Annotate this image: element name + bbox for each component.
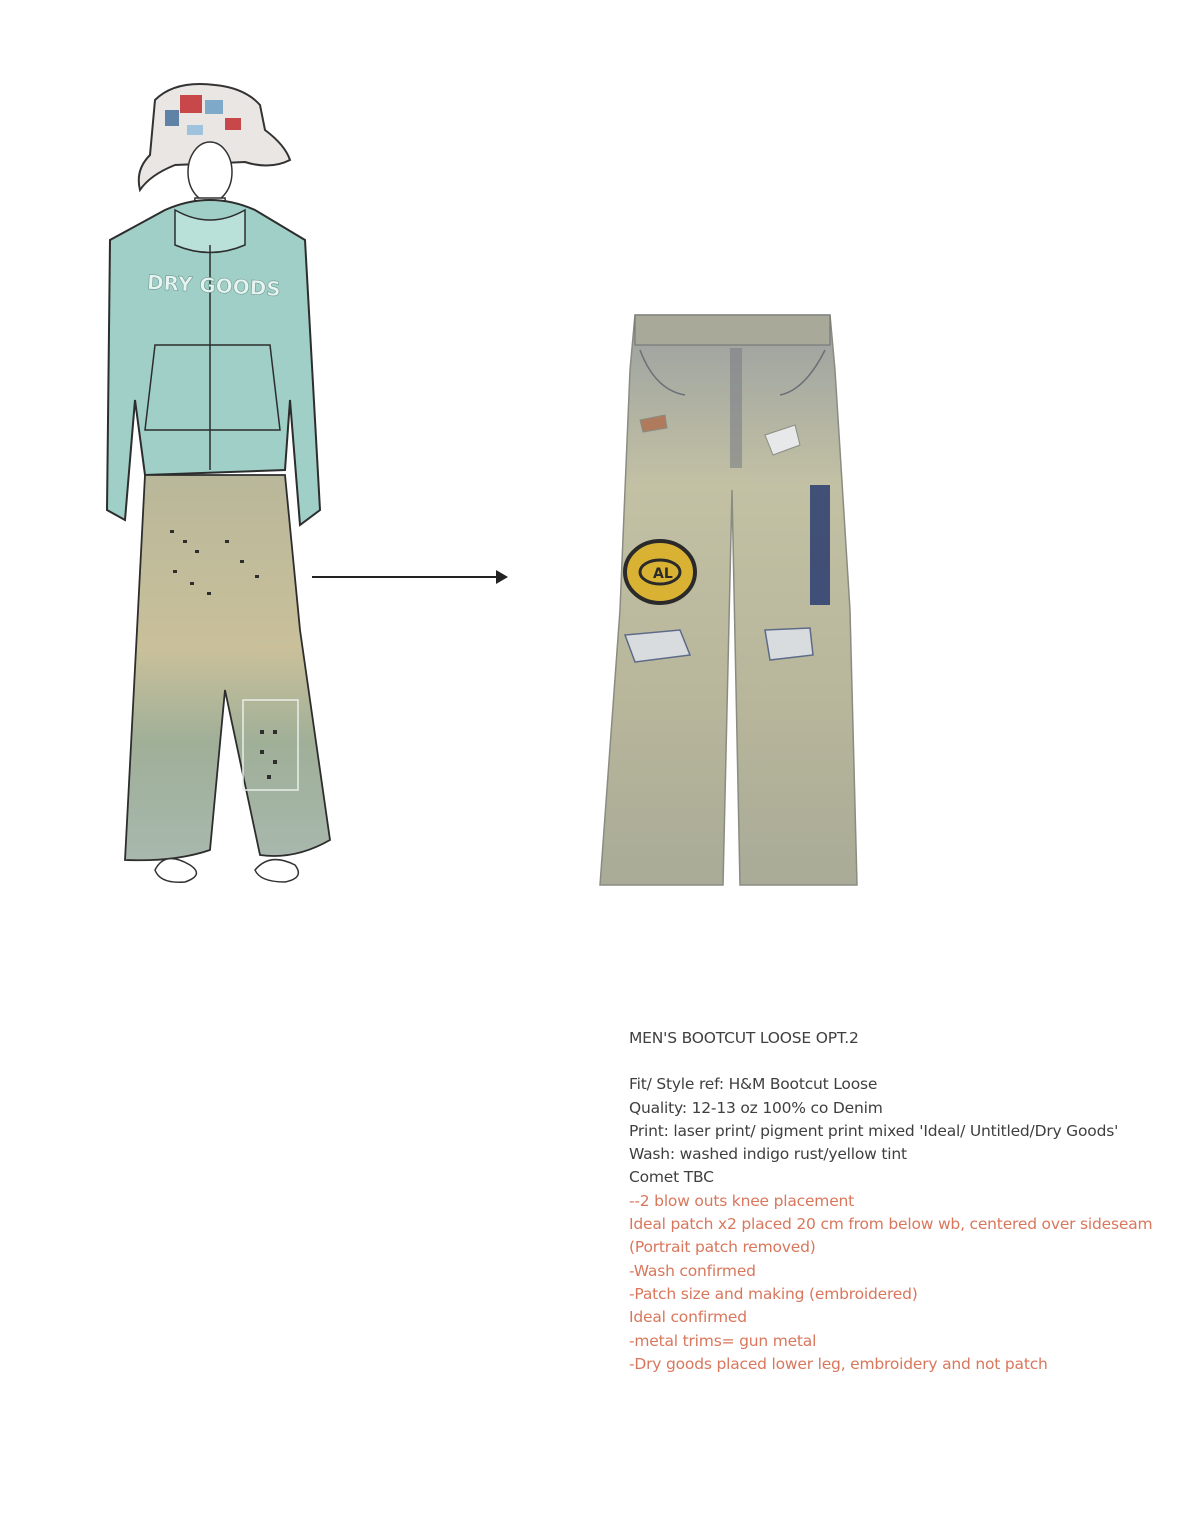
note-dry-goods: -Dry goods placed lower leg, embroidery and not patch xyxy=(629,1354,1048,1373)
note-metal-trims: -metal trims= gun metal xyxy=(629,1331,817,1350)
hoodie-print-text: DRY GOODS xyxy=(146,269,282,301)
spec-comet: Comet TBC xyxy=(629,1168,714,1187)
spec-wash: Wash: washed indigo rust/yellow tint xyxy=(629,1145,907,1164)
jeans-product-image xyxy=(595,310,865,888)
fashion-sketch-illustration xyxy=(95,70,345,900)
spec-print: Print: laser print/ pigment print mixed 'Ideal/ Untitled/Dry Goods' xyxy=(629,1121,1119,1140)
ideal-patch xyxy=(625,541,695,603)
style-title: MEN'S BOOTCUT LOOSE OPT.2 xyxy=(629,1029,859,1047)
spec-quality: Quality: 12-13 oz 100% co Denim xyxy=(629,1098,883,1117)
navy-side-panel xyxy=(810,485,830,605)
face xyxy=(188,142,232,202)
notes-list xyxy=(629,1190,1164,1376)
flared-pants xyxy=(125,475,330,882)
spec-sheet xyxy=(629,1027,1164,1376)
note-patch-size: -Patch size and making (embroidered) xyxy=(629,1284,918,1303)
spec-list xyxy=(629,1073,1164,1189)
arrow-right-icon xyxy=(310,565,510,589)
note-ideal-confirmed: Ideal confirmed xyxy=(629,1308,747,1327)
svg-text:AL: AL xyxy=(653,566,673,582)
knee-blowout-right xyxy=(765,628,813,660)
note-blowouts: --2 blow outs knee placement xyxy=(629,1191,855,1210)
note-ideal-patch: Ideal patch x2 placed 20 cm from below wb, centered over sideseam (Portrait patch removed) xyxy=(629,1215,1153,1257)
note-wash-confirmed: -Wash confirmed xyxy=(629,1261,756,1280)
spec-fit: Fit/ Style ref: H&M Bootcut Loose xyxy=(629,1075,878,1094)
